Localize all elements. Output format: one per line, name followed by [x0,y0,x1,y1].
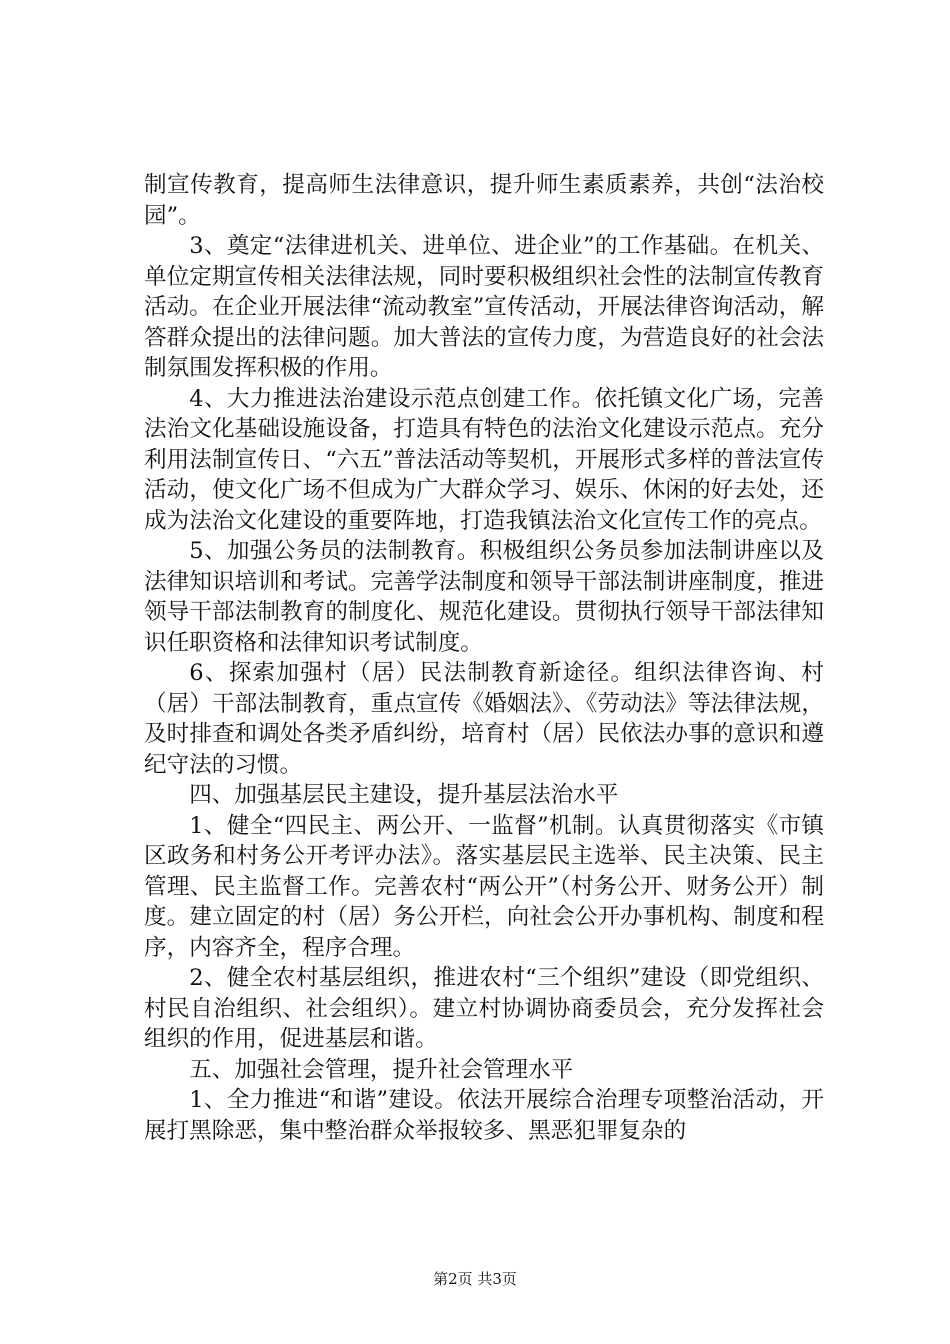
paragraph: 2、健全农村基层组织，推进农村“三个组织”建设（即党组织、村民自治组织、社会组织）。建立村协调协商委员会，充分发挥社会组织的作用，促进基层和谐。 [144,965,824,1052]
paragraph: 6、探索加强村（居）民法制教育新途径。组织法律咨询、村（居）干部法制教育，重点宣传《婚姻法》、《劳动法》等法律法规，及时排查和调处各类矛盾纠纷，培育村（居）民依法办事的意识和遵纪守法的习惯。 [144,660,824,778]
paragraph: 4、大力推进法治建设示范点创建工作。依托镇文化广场，完善法治文化基础设施设备，打造具有特色的法治文化建设示范点。充分利用法制宣传日、“六五”普法活动等契机，开展形式多样的普法宣传活动，使文化广场不但成为广大群众学习、娱乐、休闲的好去处，还成为法治文化建设的重要阵地，打造我镇法治文化宣传工作的亮点。 [144,385,824,534]
document-body [144,170,824,1146]
paragraph: 5、加强公务员的法制教育。积极组织公务员参加法制讲座以及法律知识培训和考试。完善学法制度和领导干部法制讲座制度，推进领导干部法制教育的制度化、规范化建设。贯彻执行领导干部法律知识任职资格和法律知识考试制度。 [144,538,824,656]
paragraph: 五、加强社会管理，提升社会管理水平 [189,1056,574,1083]
paragraph: 制宣传教育，提高师生法律意识，提升师生素质素养，共创“法治校园”。 [144,172,824,229]
paragraph: 3、奠定“法律进机关、进单位、进企业”的工作基础。在机关、单位定期宣传相关法律法规，同时要积极组织社会性的法制宣传教育活动。在企业开展法律“流动教室”宣传活动，开展法律咨询活动，解答群众提出的法律问题。加大普法的宣传力度，为营造良好的社会法制氛围发挥积极的作用。 [144,233,824,381]
paragraph: 1、健全“四民主、两公开、一监督”机制。认真贯彻落实《市镇区政务和村务公开考评办法》。落实基层民主选举、民主决策、民主管理、民主监督工作。完善农村“两公开”（村务公开、财务公开）制度。建立固定的村（居）务公开栏，向社会公开办事机构、制度和程序，内容齐全，程序合理。 [144,812,824,961]
page-footer: 第2页 共3页 [433,1270,517,1288]
paragraph: 四、加强基层民主建设，提升基层法治水平 [189,782,619,808]
paragraph: 1、全力推进“和谐”建设。依法开展综合治理专项整治活动，开展打黑除恶，集中整治群众举报较多、黑恶犯罪复杂的 [144,1087,824,1144]
